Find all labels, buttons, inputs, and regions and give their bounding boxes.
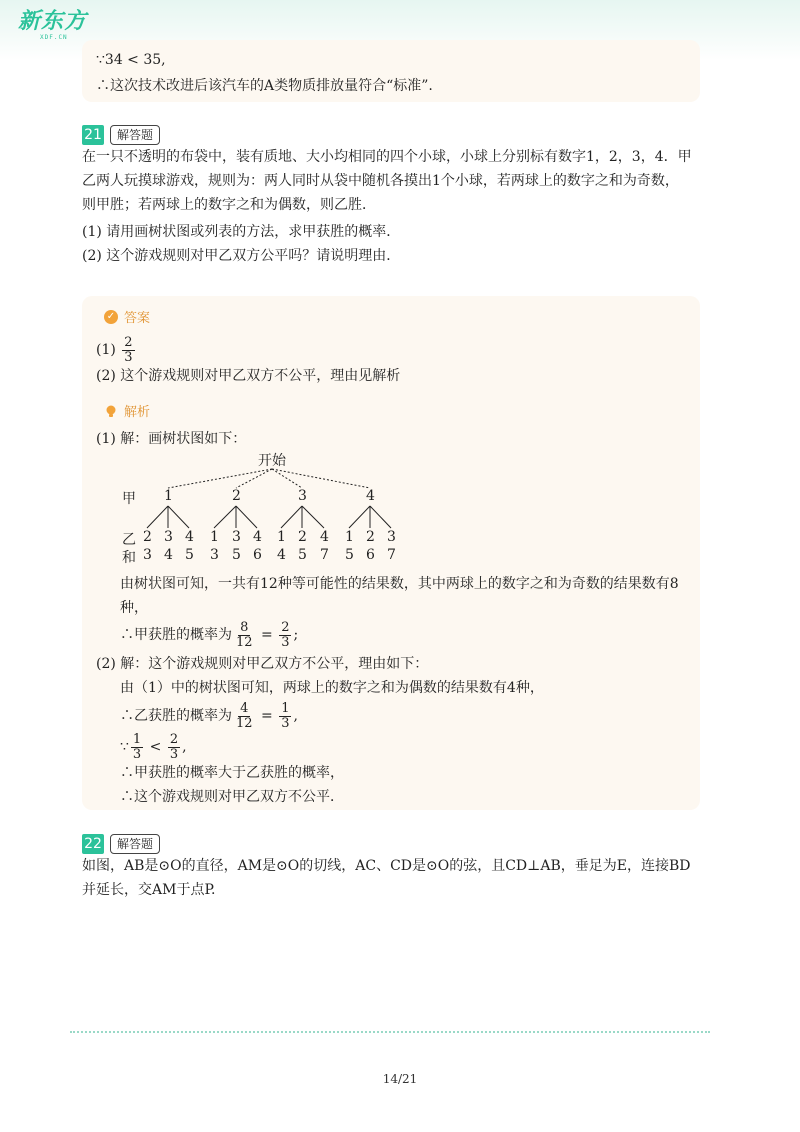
tree-he-3-1: 4 [277, 547, 286, 563]
tree-root: 开始 [258, 453, 286, 469]
logo-subtext: XDF.CN [40, 34, 68, 41]
analysis2-compare: ∵ $\frac{1}{3}$ < $\frac{2}{3}$ , [120, 731, 187, 762]
edge-2-a [214, 506, 236, 528]
a2-frac2-den: 3 [281, 715, 290, 731]
tree-he-2-2: 5 [232, 547, 241, 563]
logo-text: 新东方 [18, 9, 88, 34]
edge-root-3 [272, 469, 302, 488]
q22-line2: 并延长，交AM于点P. [82, 882, 216, 898]
a1-frac1-den: 12 [236, 634, 253, 650]
tree-yi-2-2: 3 [232, 529, 241, 545]
tree-he-1-1: 3 [143, 547, 152, 563]
a1-frac1-num: 8 [240, 619, 249, 635]
answer1-num: 2 [124, 334, 133, 350]
edge-4-c [370, 506, 391, 528]
analysis2-text1: 由（1）中的树状图可知，两球上的数字之和为偶数的结果数有4种， [120, 680, 544, 696]
tree-yi-1-3: 4 [185, 529, 194, 545]
check-badge-icon: ✓ [104, 310, 118, 324]
analysis1-text2: 种， [120, 600, 148, 616]
footer-divider [70, 1031, 710, 1033]
tree-he-2-3: 6 [253, 547, 262, 563]
tree-he-3-2: 5 [298, 547, 307, 563]
a2-cmp-frac1 [131, 733, 143, 762]
q22-type-badge: 解答题 [110, 834, 160, 854]
answer1-den: 3 [124, 349, 133, 365]
tree-yi-4-1: 1 [345, 529, 354, 545]
q22-number: 22 [82, 834, 104, 854]
answer2: (2) 这个游戏规则对甲乙双方不公平，理由见解析 [96, 368, 401, 384]
a1-prob-prefix: ∴甲获胜的概率为 [120, 627, 232, 643]
tree-l1-3: 3 [298, 488, 307, 504]
tree-yi-3-3: 4 [320, 529, 329, 545]
q21-stem-line2: 乙两人玩摸球游戏，规则为：两人同时从袋中随机各摸出1个小球，若两球上的数字之和为奇数， [82, 173, 679, 189]
answer-label-text: 答案 [124, 311, 151, 326]
tree-row-jia: 甲 [122, 491, 136, 507]
tree-yi-4-3: 3 [387, 529, 396, 545]
a2-cmp-prefix: ∵ [120, 739, 129, 755]
edge-root-1 [168, 469, 272, 488]
tree-l1-2: 2 [232, 488, 241, 504]
tree-l1-4: 4 [366, 488, 375, 504]
analysis2-prob: ∴乙获胜的概率为 $\frac{4}{12}$ = $\frac{1}{3}$ , [120, 700, 298, 731]
answer1-prefix: (1) [96, 342, 116, 358]
tree-yi-1-1: 2 [143, 529, 152, 545]
analysis2-intro: (2) 解：这个游戏规则对甲乙双方不公平，理由如下： [96, 656, 429, 672]
tree-he-1-3: 5 [185, 547, 194, 563]
tree-he-3-3: 7 [320, 547, 329, 563]
q21-sub1: (1) 请用画树状图或列表的方法，求甲获胜的概率． [82, 224, 401, 240]
edge-1-a [147, 506, 168, 528]
analysis1-prob: ∴甲获胜的概率为 $\frac{8}{12}$ = $\frac{2}{3}$ ; [120, 619, 299, 650]
a2-cmp-frac2-num: 2 [169, 731, 179, 747]
a1-frac2-den: 3 [281, 634, 290, 650]
a1-frac2 [279, 621, 291, 650]
a2-cmp-frac1-num: 1 [132, 731, 142, 747]
edge-root-2 [236, 469, 272, 488]
tree-row-he: 和 [122, 550, 136, 566]
a2-frac1-num: 4 [240, 700, 249, 716]
prev-answer-line2: ∴这次技术改进后该汽车的A类物质排放量符合“标准”. [96, 78, 433, 94]
tree-yi-3-1: 1 [277, 529, 286, 545]
q22-header [82, 834, 160, 854]
analysis-label-text: 解析 [124, 405, 151, 420]
q21-type-badge: 解答题 [110, 125, 160, 145]
a1-frac2-num: 2 [281, 619, 290, 635]
tree-he-4-3: 7 [387, 547, 396, 563]
tree-yi-2-1: 1 [210, 529, 219, 545]
a2-cmp-frac2-den: 3 [169, 746, 179, 762]
a2-cmp-frac2 [168, 733, 180, 762]
edge-2-c [236, 506, 257, 528]
page-number: 14/21 [382, 1072, 418, 1086]
tree-he-4-1: 5 [345, 547, 354, 563]
edge-1-c [168, 506, 189, 528]
q21-stem-line3: 则甲胜；若两球上的数字之和为偶数，则乙胜． [82, 197, 376, 213]
analysis2-text4: ∴这个游戏规则对甲乙双方不公平． [120, 789, 344, 805]
tree-he-1-2: 4 [164, 547, 173, 563]
analysis1-text1: 由树状图可知，一共有12种等可能性的结果数，其中两球上的数字之和为奇数的结果数有8 [120, 576, 679, 592]
tree-he-2-1: 3 [210, 547, 219, 563]
edge-3-a [281, 506, 302, 528]
tree-l1-1: 1 [164, 488, 173, 504]
a2-cmp-frac1-den: 3 [132, 746, 142, 762]
tree-yi-1-2: 3 [164, 529, 173, 545]
tree-yi-2-3: 4 [253, 529, 262, 545]
edge-4-a [349, 506, 370, 528]
a2-frac1 [234, 702, 255, 731]
edge-3-c [302, 506, 324, 528]
q21-stem-line1: 在一只不透明的布袋中，装有质地、大小均相同的四个小球，小球上分别标有数字1，2，3，4．甲 [82, 149, 692, 165]
tree-yi-3-2: 2 [298, 529, 307, 545]
tree-yi-4-2: 2 [366, 529, 375, 545]
analysis2-text3: ∴甲获胜的概率大于乙获胜的概率， [120, 765, 344, 781]
a2-frac1-den: 12 [236, 715, 253, 731]
tree-he-4-2: 6 [366, 547, 375, 563]
tree-row-yi: 乙 [122, 532, 136, 548]
a1-frac1 [234, 621, 255, 650]
q22-line1: 如图，AB是⊙O的直径，AM是⊙O的切线，AC、CD是⊙O的弦，且CD⊥AB，垂足为E，连接BD [82, 858, 691, 874]
q21-sub2: (2) 这个游戏规则对甲乙双方公平吗？请说明理由． [82, 248, 401, 264]
analysis1-intro: (1) 解：画树状图如下： [96, 431, 247, 447]
a2-frac2-num: 1 [281, 700, 290, 716]
q21-number: 21 [82, 125, 104, 145]
prev-answer-line1: ∵34 < 35, [96, 52, 166, 68]
a2-frac2 [279, 702, 291, 731]
a2-prob-prefix: ∴乙获胜的概率为 [120, 708, 232, 724]
